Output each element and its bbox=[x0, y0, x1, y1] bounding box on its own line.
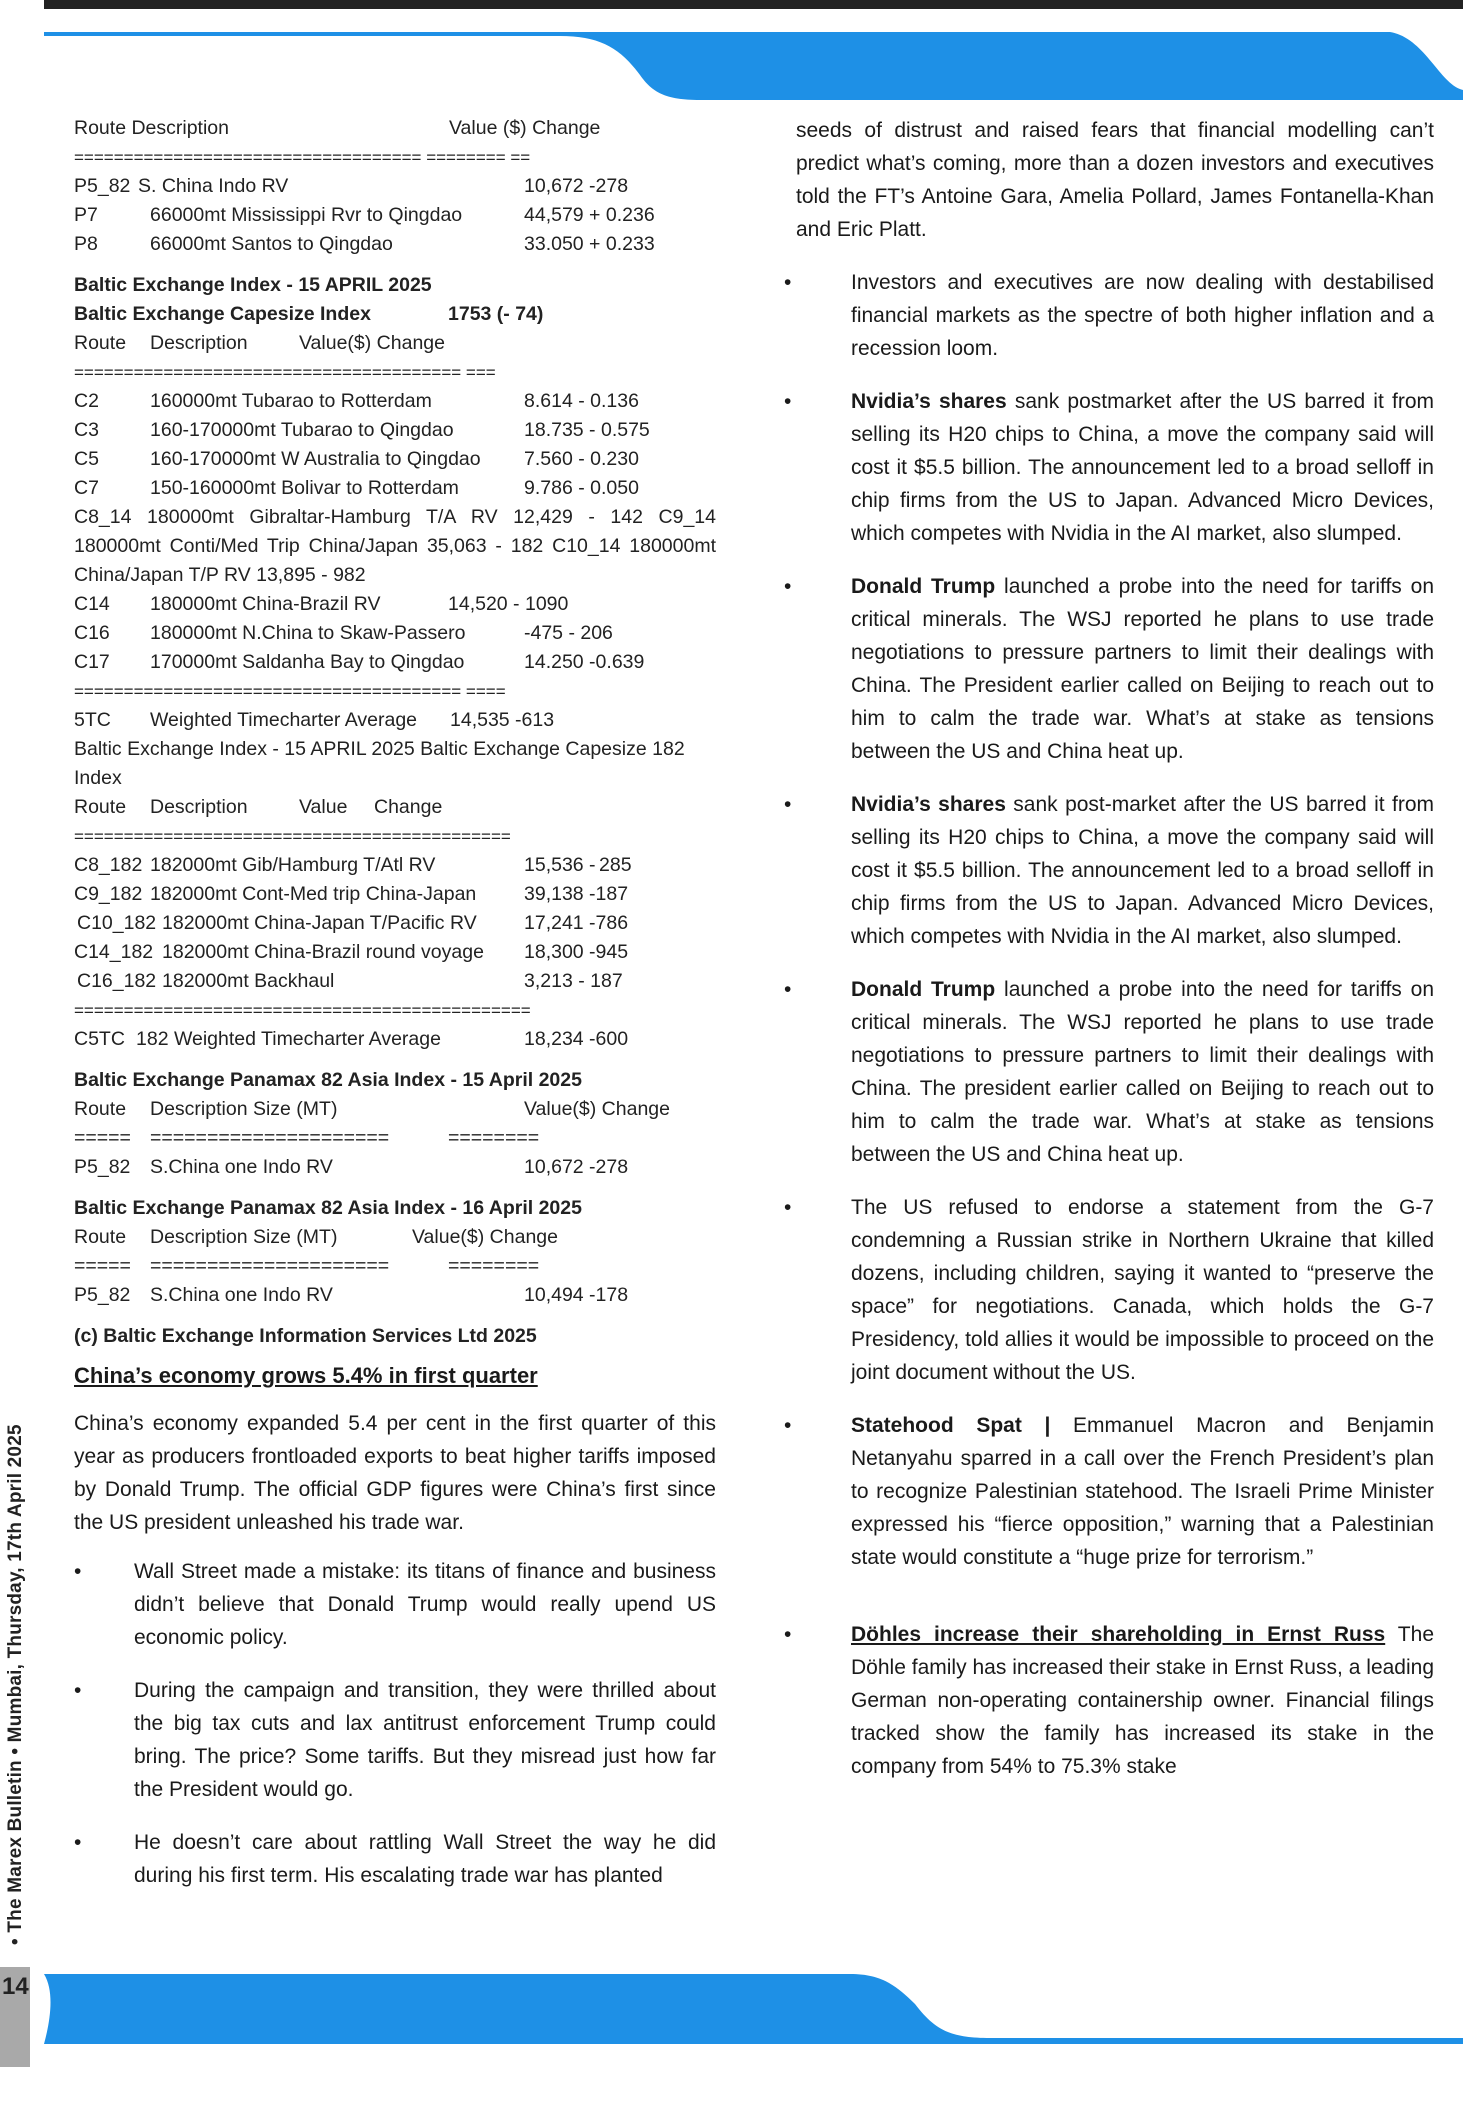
table-row: C8_182 182000mt Gib/Hamburg T/Atl RV 15,536 - 285 bbox=[74, 854, 632, 876]
table-header: Route Description Size (MT) Value($) Change bbox=[74, 1226, 558, 1248]
bullet-icon: • bbox=[784, 1196, 792, 1219]
bullet-icon: • bbox=[784, 1623, 792, 1646]
table-row bbox=[74, 172, 716, 201]
bullet-icon: • bbox=[784, 390, 792, 413]
table-row: P5_82 S.China one Indo RV 10,672 -278 bbox=[74, 1156, 629, 1178]
bullet-icon: • bbox=[784, 1414, 792, 1437]
route-desc: 66000mt Santos to Qingdao bbox=[150, 233, 393, 255]
copyright-line: (c) Baltic Exchange Information Services Ltd 2025 bbox=[74, 1325, 537, 1347]
list-item: • The US refused to endorse a statement from the G-7 condemning a Russian strike in Northern Ukraine that killed dozens, including children, saying it wanted to “preserve the space” for negotiations. Canada, which holds the G-7 Presidency, told allies it would be impossible to proceed on the joint document without the US. bbox=[796, 1191, 1434, 1389]
route-value: 10,672 -278 bbox=[524, 175, 629, 197]
capesize-index-label: Baltic Exchange Capesize Index bbox=[74, 303, 371, 325]
bullet-icon: • bbox=[74, 1679, 82, 1702]
article-bullets bbox=[74, 1555, 716, 1892]
table-row: C16_182 182000mt Backhaul 3,213 - 187 bbox=[77, 970, 623, 992]
page-number: 14 bbox=[2, 1973, 29, 2000]
table-row: C2 160000mt Tubarao to Rotterdam 8.614 - 0.136 bbox=[74, 390, 639, 412]
table-row: 5TC Weighted Timecharter Average 14,535 -613 bbox=[74, 709, 555, 731]
table-row: C14_182 182000mt China-Brazil round voyage 18,300 -945 bbox=[74, 941, 629, 963]
table-header: Route Description Value Change bbox=[74, 796, 443, 818]
list-item: • During the campaign and transition, they were thrilled about the big tax cuts and lax antitrust enforcement Trump could bring. The price? Some tariffs. But they misread just how far the President would go. bbox=[74, 1674, 716, 1806]
top-blue-wave bbox=[0, 30, 1463, 104]
capesize-index bbox=[74, 300, 716, 329]
table-header: Route Description Value($) Change bbox=[74, 332, 445, 354]
dohle-headline: Döhles increase their shareholding in Ernst Russ bbox=[851, 1623, 1386, 1646]
article-continuation: seeds of distrust and raised fears that financial modelling can’t predict what’s coming, more than a dozen investors and executives told the FT’s Antoine Gara, Amelia Pollard, James Fontanella-Khan and Eric Platt. bbox=[796, 119, 1434, 241]
route-desc: S. China Indo RV bbox=[138, 175, 289, 197]
bullet-icon: • bbox=[784, 575, 792, 598]
table-header: Route Description Size (MT) Value($) Change bbox=[74, 1098, 670, 1120]
table-row: C9_182 182000mt Cont-Med trip China-Japan 39,138 -187 bbox=[74, 883, 629, 905]
panamax-title-16: Baltic Exchange Panamax 82 Asia Index - 16 April 2025 bbox=[74, 1197, 582, 1219]
bullet-icon: • bbox=[784, 793, 792, 816]
route-desc: 66000mt Mississippi Rvr to Qingdao bbox=[150, 204, 463, 226]
panamax-title-15: Baltic Exchange Panamax 82 Asia Index - 15 April 2025 bbox=[74, 1069, 582, 1091]
separator: ============================================== bbox=[74, 1001, 531, 1020]
table-row bbox=[74, 201, 716, 230]
table-header bbox=[74, 114, 716, 143]
capesize-index-value: 1753 (- 74) bbox=[448, 303, 544, 325]
route-value: 33.050 + 0.233 bbox=[524, 233, 655, 255]
bullet-icon: • bbox=[74, 1560, 82, 1583]
list-item: • He doesn’t care about rattling Wall Street the way he did during his first term. His escalating trade war has planted bbox=[74, 1826, 716, 1892]
table-row: C16 180000mt N.China to Skaw-Passero -475 - 206 bbox=[74, 622, 613, 644]
separator: ===== ===================== ======== bbox=[74, 1255, 540, 1277]
bullet-icon: • bbox=[74, 1831, 82, 1854]
baltic-tables bbox=[74, 114, 716, 1351]
article-intro: China’s economy expanded 5.4 per cent in the first quarter of this year as producers frontloaded exports to beat higher tariffs imposed by Donald Trump. The official GDP figures were China’s first since the US president unleashed his trade war. bbox=[74, 1412, 716, 1534]
article-title: China’s economy grows 5.4% in first quarter bbox=[74, 1363, 538, 1388]
route-code: P5_82 bbox=[74, 175, 131, 197]
route-value: 44,579 + 0.236 bbox=[524, 204, 655, 226]
bullet-icon: • bbox=[784, 271, 792, 294]
table-row: C14 180000mt China-Brazil RV 14,520 - 1090 bbox=[74, 593, 569, 615]
table-row: C7 150-160000mt Bolivar to Rotterdam 9.786 - 0.050 bbox=[74, 477, 639, 499]
separator: ===== ===================== ======== bbox=[74, 1127, 540, 1149]
bottom-blue-wave bbox=[0, 1972, 1463, 2044]
separator: ============================================ bbox=[74, 827, 511, 846]
table-row: C17 170000mt Saldanha Bay to Qingdao 14.250 -0.639 bbox=[74, 651, 645, 673]
list-item: • Wall Street made a mistake: its titans of finance and business didn’t believe that Donald Trump would really upend US economic policy. bbox=[74, 1555, 716, 1654]
list-item: • Donald Trump launched a probe into the need for tariffs on critical minerals. The WSJ reported he plans to use trade negotiations to pressure partners to limit their dealings with China. The president earlier called on Beijing to reach out to him to calm the trade war. What’s at stake as tensions between the US and China heat up. bbox=[796, 973, 1434, 1171]
left-column bbox=[74, 114, 716, 1912]
news-bullets bbox=[784, 266, 1435, 1783]
list-item: • Donald Trump launched a probe into the need for tariffs on critical minerals. The WSJ reported he plans to use trade negotiations to pressure partners to limit their dealings with China. The President earlier called on Beijing to reach out to him to calm the trade war. What’s at stake as tensions between the US and China heat up. bbox=[796, 570, 1434, 768]
list-item: • Döhles increase their shareholding in Ernst Russ The Döhle family has increased their stake in Ernst Russ, a leading German non-operating containership owner. Financial filings tracked show the family has increased its stake in the company from 54% to 75.3% stake bbox=[796, 1618, 1434, 1783]
table-row: P5_82 S.China one Indo RV 10,494 -178 bbox=[74, 1284, 629, 1306]
separator: ======================================= === bbox=[74, 363, 496, 382]
capesize-title: Baltic Exchange Index - 15 APRIL 2025 bbox=[74, 274, 432, 296]
side-publication-label: • The Marex Bulletin • Mumbai, Thursday, 17th April 2025 bbox=[5, 1424, 26, 1945]
route-code: P7 bbox=[74, 204, 98, 226]
table-row bbox=[74, 230, 716, 259]
capesize-wrapped-rows: C8_14 180000mt Gibraltar-Hamburg T/A RV 12,429 - 142 C9_14 180000mt Conti/Med Trip China/Japan 35,063 - 182 C10_14 180000mt China/Japan T/P RV 13,895 - 982 bbox=[74, 506, 716, 586]
route-code: P8 bbox=[74, 233, 98, 255]
list-item: • Nvidia’s shares sank postmarket after the US barred it from selling its H20 chips to China, a move the company said will cost it $5.5 billion. The announcement led to a broad selloff in chip firms from the US to Japan. Advanced Micro Devices, which competes with Nvidia in the AI market, also slumped. bbox=[796, 385, 1434, 550]
right-column bbox=[784, 114, 1435, 1803]
table-row: C10_182 182000mt China-Japan T/Pacific RV 17,241 -786 bbox=[77, 912, 629, 934]
page-number-tab bbox=[0, 1967, 30, 2067]
list-item: • Statehood Spat | Emmanuel Macron and Benjamin Netanyahu sparred in a call over the French President’s plan to recognize Palestinian statehood. The Israeli Prime Minister expressed his “fierce opposition,” warning that a Palestinian state would constitute a “huge prize for terrorism.” bbox=[796, 1409, 1434, 1574]
list-item: • Nvidia’s shares sank post-market after the US barred it from selling its H20 chips to China, a move the company said will cost it $5.5 billion. The announcement led to a broad selloff in chip firms from the US to Japan. Advanced Micro Devices, which competes with Nvidia in the AI market, also slumped. bbox=[796, 788, 1434, 953]
top-black-bar bbox=[44, 0, 1463, 9]
capesize-182-title: Baltic Exchange Index - 15 APRIL 2025 Baltic Exchange Capesize 182 Index bbox=[74, 738, 685, 789]
separator: ======================================= ==== bbox=[74, 682, 506, 701]
table-row: C5 160-170000mt W Australia to Qingdao 7.560 - 0.230 bbox=[74, 448, 639, 470]
list-item: • Investors and executives are now dealing with destabilised financial markets as the spectre of both higher inflation and a recession loom. bbox=[796, 266, 1434, 365]
table-row: C5TC 182 Weighted Timecharter Average 18,234 -600 bbox=[74, 1028, 629, 1050]
table-row: C3 160-170000mt Tubarao to Qingdao 18.735 - 0.575 bbox=[74, 419, 650, 441]
separator: =================================== ======== == bbox=[74, 148, 531, 167]
header-route-desc: Route Description bbox=[74, 117, 229, 139]
bullet-icon: • bbox=[784, 978, 792, 1001]
header-value-change: Value ($) Change bbox=[449, 117, 601, 139]
